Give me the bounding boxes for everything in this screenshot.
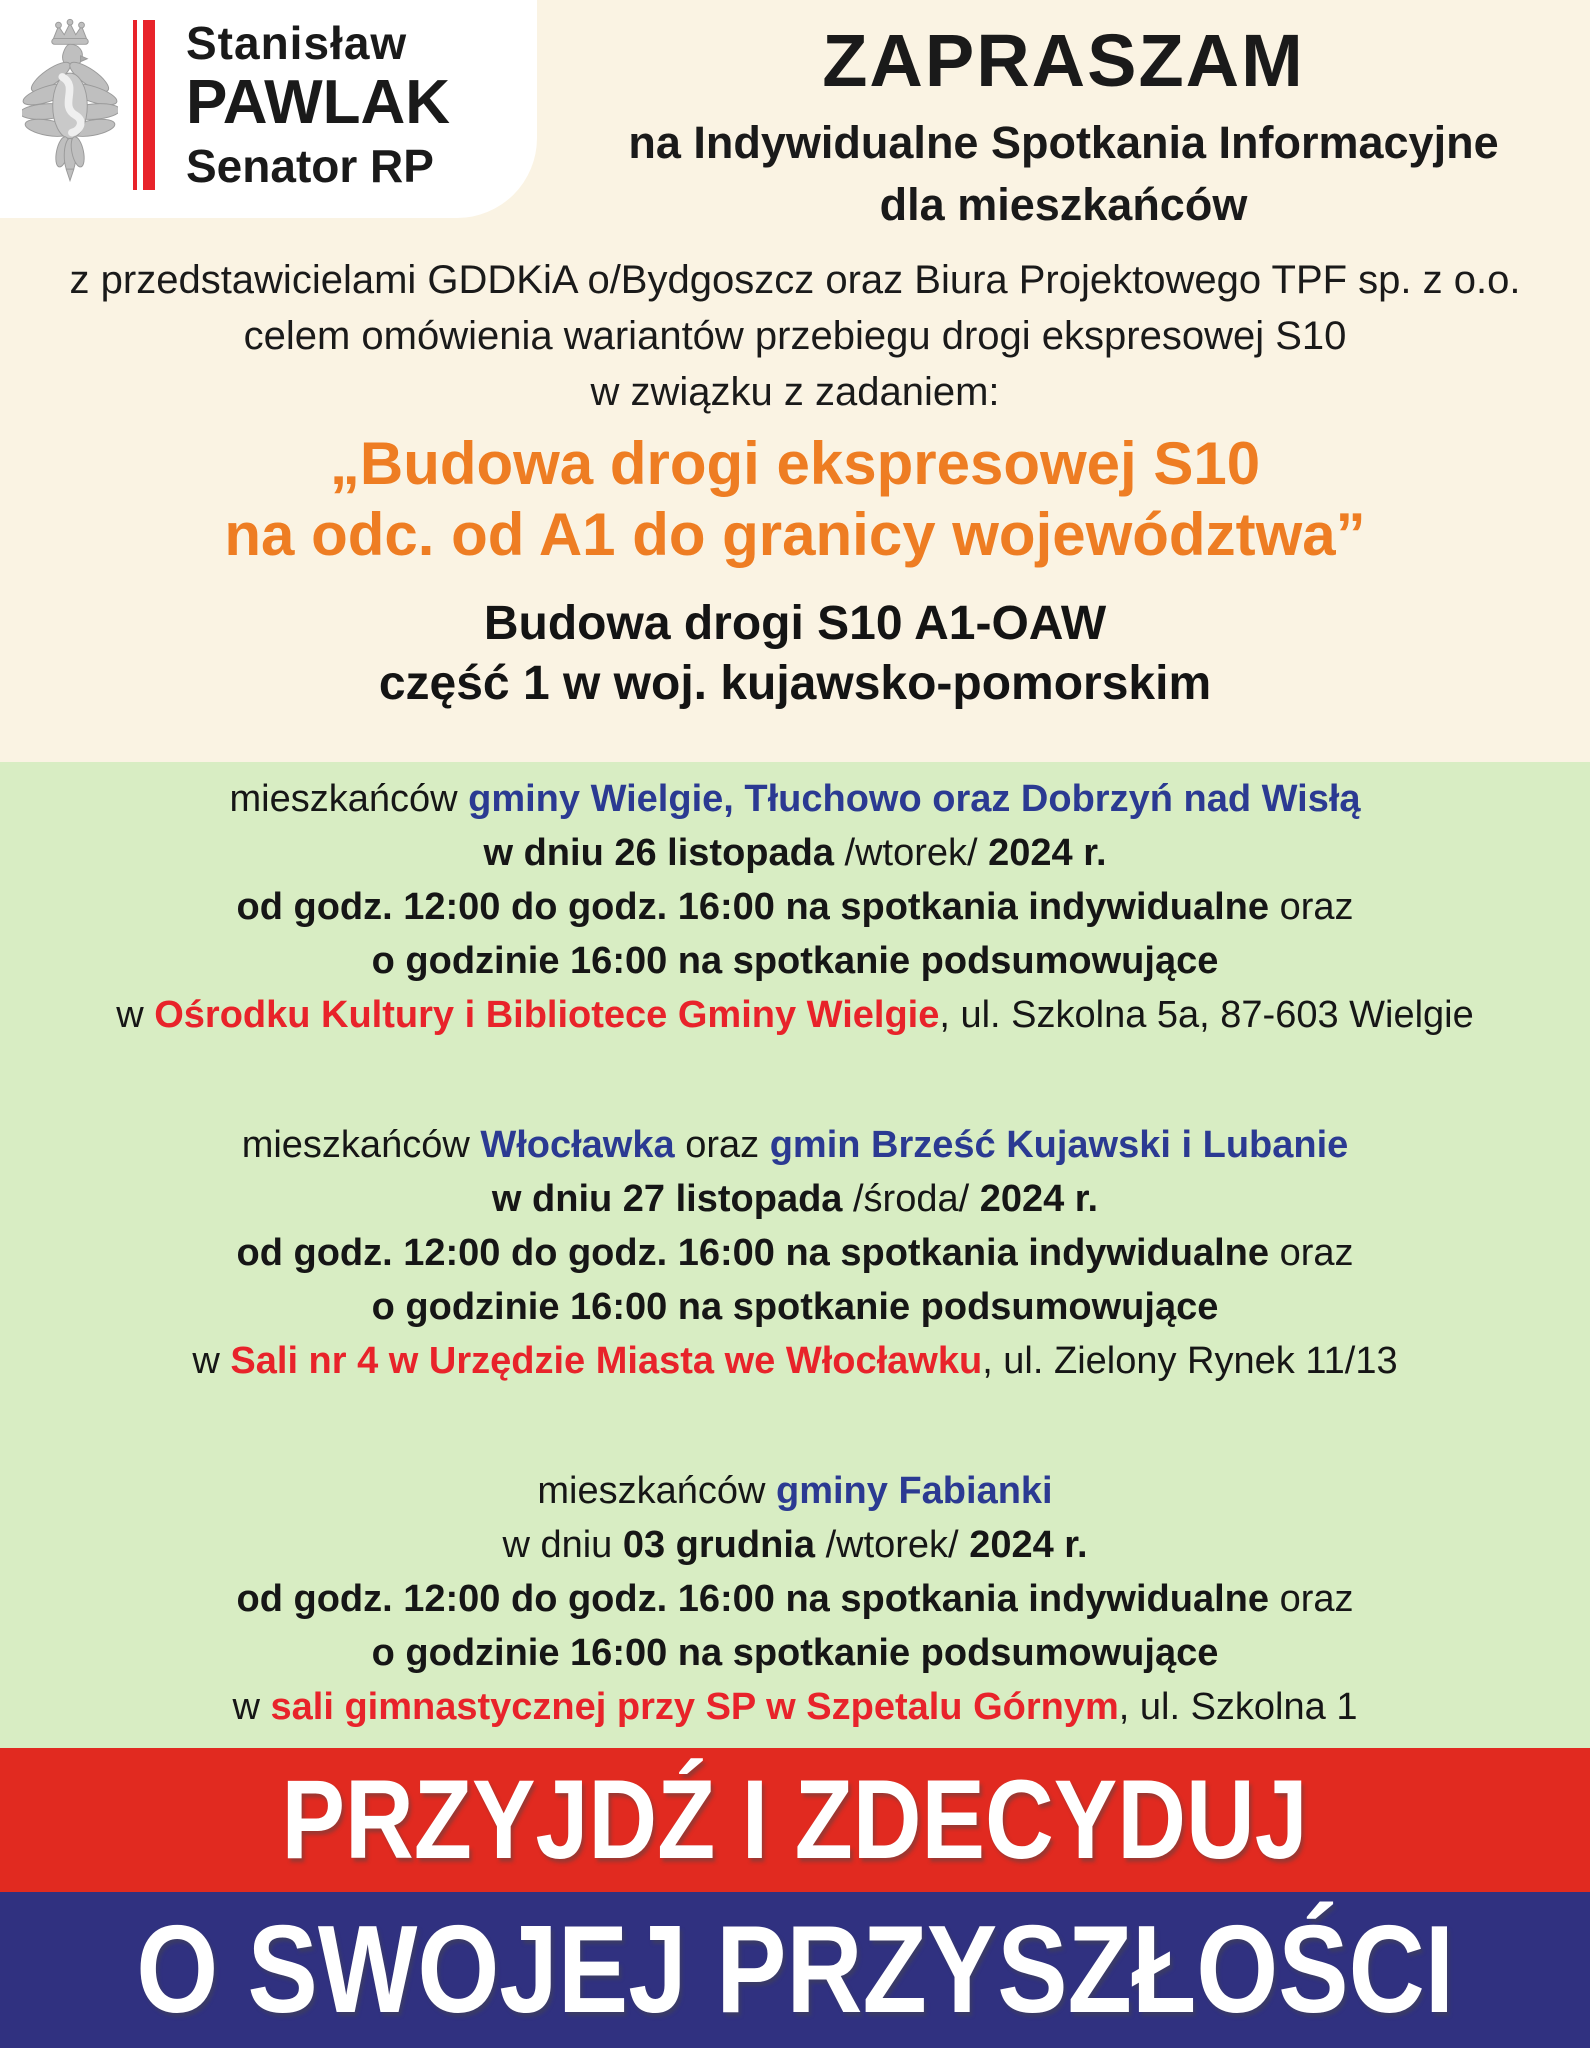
- intro-paragraph: [0, 252, 1590, 420]
- intro-line-3: w związku z zadaniem:: [590, 370, 1000, 414]
- invitation-title: ZAPRASZAM: [822, 19, 1305, 102]
- meeting-text-segment: o godzinie 16:00 na spotkanie podsumowujące: [371, 1632, 1219, 1674]
- meeting-text-segment: w dniu: [502, 1524, 623, 1566]
- meeting-text-segment: , ul. Szkolna 5a, 87-603 Wielgie: [939, 994, 1474, 1036]
- meeting-text-segment: 2024 r.: [988, 832, 1107, 874]
- meeting-text-segment: /wtorek/: [825, 1524, 970, 1566]
- meeting-text-segment: /wtorek/: [844, 832, 989, 874]
- meeting-line: [0, 880, 1590, 934]
- meeting-text-segment: od godz. 12:00 do godz. 16:00 na spotkania indywidualne: [236, 1232, 1280, 1274]
- meeting-text-segment: gmin Brześć Kujawski i Lubanie: [769, 1124, 1349, 1166]
- project-subtitle-line-2: część 1 w woj. kujawsko-pomorskim: [378, 657, 1212, 710]
- meeting-line: [0, 1226, 1590, 1280]
- meeting-text-segment: oraz: [1279, 1578, 1354, 1620]
- meeting-line: [0, 826, 1590, 880]
- meeting-block: [0, 1464, 1590, 1734]
- meeting-text-segment: Sali nr 4 w Urzędzie Miasta we Włocławku: [230, 1340, 983, 1382]
- meeting-line: [0, 1280, 1590, 1334]
- meeting-text-segment: sali gimnastycznej przy SP w Szpetalu Górnym: [270, 1686, 1119, 1728]
- meeting-text-segment: 2024 r.: [979, 1178, 1099, 1220]
- project-subtitle-line-1: Budowa drogi S10 A1-OAW: [483, 597, 1107, 650]
- senator-last-name: PAWLAK: [186, 68, 451, 137]
- meeting-text-segment: od godz. 12:00 do godz. 16:00 na spotkania indywidualne: [236, 1578, 1280, 1620]
- meeting-line: [0, 772, 1590, 826]
- cta-line-2: O SWOJEJ PRZYSZŁOŚCI: [136, 1901, 1454, 2039]
- invitation-subtitle-1: na Indywidualne Spotkania Informacyjne: [628, 117, 1499, 168]
- meeting-line: [0, 1572, 1590, 1626]
- meeting-text-segment: w: [116, 994, 155, 1036]
- meeting-text-segment: mieszkańców: [241, 1124, 481, 1166]
- intro-line-1: z przedstawicielami GDDKiA o/Bydgoszcz oraz Biura Projektowego TPF sp. z o.o.: [69, 258, 1521, 302]
- project-quote-line-2: na odc. od A1 do granicy województwa”: [224, 501, 1366, 568]
- project-quote-line-1: „Budowa drogi ekspresowej S10: [329, 430, 1261, 497]
- meeting-text-segment: , ul. Szkolna 1: [1118, 1686, 1358, 1728]
- meeting-line: [0, 1118, 1590, 1172]
- meeting-line: [0, 1626, 1590, 1680]
- meeting-text-segment: w dniu 26 listopada: [483, 832, 845, 874]
- cta-line-1: PRZYJDŹ I ZDECYDUJ: [281, 1757, 1309, 1882]
- cta-banner-navy: [0, 1892, 1590, 2048]
- senator-title: Senator RP: [186, 140, 434, 192]
- meeting-text-segment: oraz: [1279, 1232, 1354, 1274]
- meeting-line: [0, 1680, 1590, 1734]
- red-white-flag-stripe: [133, 20, 155, 190]
- meetings-list: [0, 762, 1590, 1734]
- project-quote-title: [0, 428, 1590, 570]
- meeting-text-segment: 2024 r.: [969, 1524, 1088, 1566]
- meeting-block: [0, 772, 1590, 1042]
- meeting-text-segment: w: [232, 1686, 271, 1728]
- meeting-text-segment: w dniu 27 listopada: [491, 1178, 853, 1220]
- meeting-text-segment: od godz. 12:00 do godz. 16:00 na spotkania indywidualne: [236, 886, 1280, 928]
- project-subtitle: [0, 594, 1590, 714]
- cta-banner-red: [0, 1748, 1590, 1892]
- meeting-text-segment: , ul. Zielony Rynek 11/13: [982, 1340, 1398, 1382]
- meeting-block: [0, 1118, 1590, 1388]
- meeting-text-segment: mieszkańców: [537, 1470, 776, 1512]
- meeting-text-segment: Włocławka: [480, 1124, 675, 1166]
- meeting-line: [0, 1172, 1590, 1226]
- invitation-subtitle-2: dla mieszkańców: [879, 179, 1248, 230]
- meeting-line: [0, 988, 1590, 1042]
- meeting-text-segment: o godzinie 16:00 na spotkanie podsumowujące: [371, 1286, 1219, 1328]
- meeting-text-segment: Ośrodku Kultury i Bibliotece Gminy Wielgie: [154, 994, 940, 1036]
- meeting-text-segment: oraz: [1279, 886, 1354, 928]
- meeting-text-segment: gminy Fabianki: [776, 1470, 1053, 1512]
- meeting-text-segment: 03 grudnia: [622, 1524, 826, 1566]
- meeting-text-segment: o godzinie 16:00 na spotkanie podsumowujące: [371, 940, 1219, 982]
- senator-logo: [0, 0, 537, 218]
- senator-name-block: [186, 17, 451, 192]
- meeting-line: [0, 934, 1590, 988]
- senator-first-name: Stanisław: [186, 17, 408, 69]
- meeting-line: [0, 1518, 1590, 1572]
- meeting-line: [0, 1464, 1590, 1518]
- meeting-line: [0, 1334, 1590, 1388]
- meeting-text-segment: gminy Wielgie, Tłuchowo oraz Dobrzyń nad Wisłą: [468, 778, 1361, 820]
- meetings-section: [0, 762, 1590, 1748]
- meeting-text-segment: mieszkańców: [229, 778, 469, 820]
- intro-line-2: celem omówienia wariantów przebiegu drogi ekspresowej S10: [243, 314, 1347, 358]
- meeting-text-segment: oraz: [674, 1124, 770, 1166]
- meeting-text-segment: w: [192, 1340, 231, 1382]
- invitation-header: [537, 19, 1590, 230]
- senate-eagle-icon: [22, 12, 118, 188]
- meeting-text-segment: /środa/: [852, 1178, 980, 1220]
